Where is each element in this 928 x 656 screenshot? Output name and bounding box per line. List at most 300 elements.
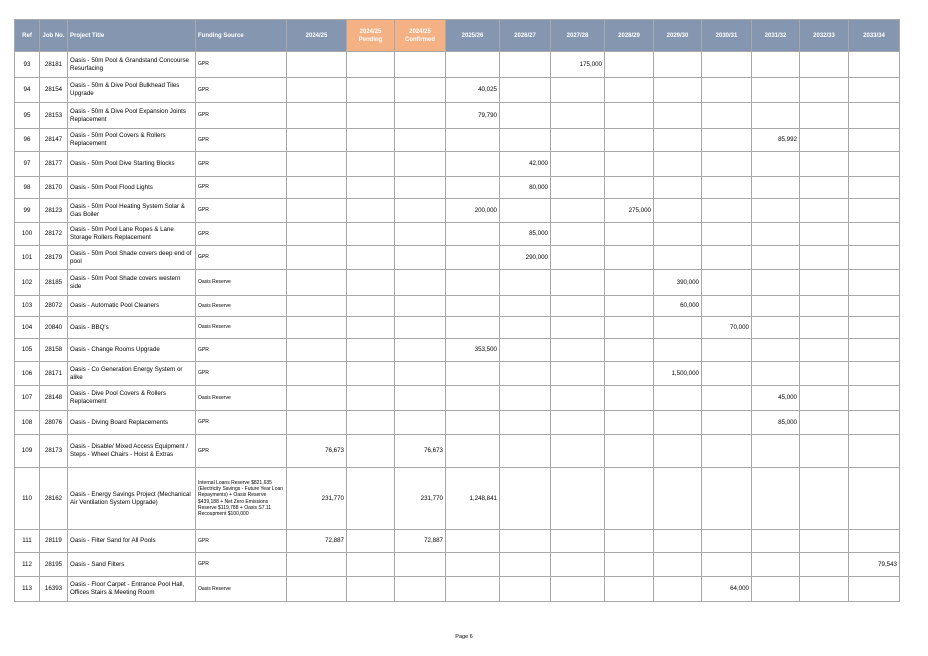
cell-ref: 98 — [15, 177, 40, 199]
header-2028-29: 2028/29 — [605, 20, 654, 52]
cell-amount — [287, 317, 347, 339]
cell-amount — [654, 103, 702, 129]
cell-project-title: Oasis - 50m Pool Lane Ropes & Lane Storage Rollers Replacement — [68, 223, 196, 246]
table-row — [15, 317, 900, 339]
cell-amount — [752, 468, 800, 530]
cell-amount — [446, 223, 500, 246]
cell-amount: 1,500,000 — [654, 362, 702, 386]
cell-amount — [395, 103, 446, 129]
cell-amount — [800, 270, 849, 296]
cell-project-title: Oasis - Floor Carpet - Entrance Pool Hall, Offices Stairs & Meeting Room — [68, 577, 196, 602]
cell-amount — [800, 386, 849, 411]
cell-amount — [654, 577, 702, 602]
cell-amount — [849, 152, 900, 177]
cell-amount — [702, 152, 752, 177]
cell-amount: 42,000 — [500, 152, 551, 177]
cell-amount — [500, 52, 551, 78]
cell-amount — [347, 199, 395, 223]
table-row — [15, 530, 900, 553]
cell-amount — [849, 530, 900, 553]
table-row — [15, 468, 900, 530]
cell-amount — [551, 270, 605, 296]
cell-funding-source: GPR — [196, 553, 287, 577]
cell-amount — [702, 339, 752, 362]
cell-amount — [347, 103, 395, 129]
cell-amount — [551, 199, 605, 223]
cell-amount: 290,000 — [500, 246, 551, 270]
cell-ref: 109 — [15, 435, 40, 468]
table-row — [15, 553, 900, 577]
cell-amount — [395, 411, 446, 435]
header-funding-source: Funding Source — [196, 20, 287, 52]
cell-amount — [800, 577, 849, 602]
cell-amount — [654, 317, 702, 339]
cell-funding-source: GPR — [196, 177, 287, 199]
cell-job-no: 20840 — [40, 317, 68, 339]
cell-amount: 60,000 — [654, 296, 702, 317]
cell-funding-source: GPR — [196, 103, 287, 129]
cell-amount — [800, 152, 849, 177]
cell-amount — [605, 246, 654, 270]
cell-project-title: Oasis - Diving Board Replacements — [68, 411, 196, 435]
cell-ref: 110 — [15, 468, 40, 530]
cell-funding-source: GPR — [196, 129, 287, 152]
cell-amount — [702, 386, 752, 411]
cell-project-title: Oasis - Disable/ Mixed Access Equipment / Steps - Wheel Chairs - Hoist & Extras — [68, 435, 196, 468]
cell-amount — [654, 435, 702, 468]
cell-amount — [446, 129, 500, 152]
cell-amount — [654, 246, 702, 270]
cell-amount — [849, 246, 900, 270]
cell-amount — [551, 317, 605, 339]
cell-amount — [849, 177, 900, 199]
cell-amount — [752, 52, 800, 78]
cell-amount — [395, 199, 446, 223]
cell-project-title: Oasis - 50m Pool Covers & Rollers Replacement — [68, 129, 196, 152]
cell-amount — [752, 577, 800, 602]
cell-amount — [752, 362, 800, 386]
cell-amount — [347, 317, 395, 339]
cell-amount — [287, 223, 347, 246]
capital-works-table — [14, 19, 900, 602]
cell-amount — [800, 177, 849, 199]
cell-amount — [446, 317, 500, 339]
cell-amount — [605, 223, 654, 246]
cell-amount — [654, 52, 702, 78]
cell-amount — [605, 339, 654, 362]
cell-amount — [605, 411, 654, 435]
cell-amount — [605, 386, 654, 411]
cell-amount — [551, 468, 605, 530]
table-row — [15, 223, 900, 246]
cell-amount — [800, 223, 849, 246]
cell-amount — [800, 246, 849, 270]
cell-amount — [347, 435, 395, 468]
cell-amount: 72,887 — [395, 530, 446, 553]
page-number: Page 6 — [455, 634, 473, 640]
cell-amount — [347, 468, 395, 530]
cell-amount — [702, 411, 752, 435]
cell-amount — [752, 553, 800, 577]
cell-funding-source: Oasis Reserve — [196, 270, 287, 296]
cell-job-no: 28181 — [40, 52, 68, 78]
cell-amount — [395, 362, 446, 386]
cell-amount — [347, 270, 395, 296]
cell-amount — [551, 435, 605, 468]
cell-funding-source: Oasis Reserve — [196, 386, 287, 411]
cell-ref: 97 — [15, 152, 40, 177]
cell-amount — [605, 52, 654, 78]
cell-project-title: Oasis - Change Rooms Upgrade — [68, 339, 196, 362]
cell-amount — [849, 362, 900, 386]
cell-amount: 85,000 — [500, 223, 551, 246]
cell-job-no: 28158 — [40, 339, 68, 362]
cell-amount — [654, 386, 702, 411]
cell-amount — [654, 78, 702, 103]
cell-ref: 99 — [15, 199, 40, 223]
cell-amount: 200,000 — [446, 199, 500, 223]
cell-funding-source: GPR — [196, 435, 287, 468]
cell-job-no: 28177 — [40, 152, 68, 177]
cell-ref: 104 — [15, 317, 40, 339]
cell-amount — [446, 577, 500, 602]
cell-amount — [752, 223, 800, 246]
cell-ref: 107 — [15, 386, 40, 411]
cell-amount — [605, 553, 654, 577]
cell-amount: 45,000 — [752, 386, 800, 411]
cell-amount — [551, 411, 605, 435]
cell-amount — [446, 553, 500, 577]
cell-amount — [702, 270, 752, 296]
table-row — [15, 339, 900, 362]
cell-amount — [287, 386, 347, 411]
header-ref: Ref — [15, 20, 40, 52]
cell-amount — [500, 468, 551, 530]
cell-amount: 40,025 — [446, 78, 500, 103]
cell-amount — [849, 296, 900, 317]
cell-amount — [551, 103, 605, 129]
cell-amount — [500, 103, 551, 129]
header-2030-31: 2030/31 — [702, 20, 752, 52]
cell-amount — [500, 296, 551, 317]
cell-amount — [287, 296, 347, 317]
cell-amount — [347, 530, 395, 553]
header-row — [15, 20, 900, 52]
cell-ref: 100 — [15, 223, 40, 246]
cell-ref: 105 — [15, 339, 40, 362]
table-row — [15, 386, 900, 411]
header-job-no: Job No. — [40, 20, 68, 52]
cell-amount — [752, 435, 800, 468]
cell-amount — [849, 103, 900, 129]
cell-funding-source: GPR — [196, 152, 287, 177]
cell-amount — [605, 270, 654, 296]
cell-amount — [800, 530, 849, 553]
header-2024-25: 2024/25 — [287, 20, 347, 52]
cell-amount — [551, 362, 605, 386]
cell-amount — [551, 78, 605, 103]
cell-amount — [849, 386, 900, 411]
cell-amount — [800, 296, 849, 317]
cell-amount: 353,500 — [446, 339, 500, 362]
cell-project-title: Oasis - 50m & Dive Pool Bulkhead Tiles Upgrade — [68, 78, 196, 103]
table-row — [15, 129, 900, 152]
cell-ref: 95 — [15, 103, 40, 129]
cell-funding-source: GPR — [196, 78, 287, 103]
cell-amount — [347, 52, 395, 78]
cell-amount — [800, 553, 849, 577]
cell-amount — [395, 223, 446, 246]
table-row — [15, 435, 900, 468]
cell-amount — [605, 530, 654, 553]
cell-amount — [395, 386, 446, 411]
cell-amount — [347, 177, 395, 199]
cell-job-no: 28162 — [40, 468, 68, 530]
cell-project-title: Oasis - 50m & Dive Pool Expansion Joints Replacement — [68, 103, 196, 129]
cell-amount — [605, 468, 654, 530]
cell-job-no: 28179 — [40, 246, 68, 270]
cell-amount: 85,992 — [752, 129, 800, 152]
cell-ref: 113 — [15, 577, 40, 602]
cell-project-title: Oasis - 50m Pool & Grandstand Concourse Resurfacing — [68, 52, 196, 78]
cell-amount — [752, 530, 800, 553]
cell-amount — [800, 468, 849, 530]
cell-amount — [800, 103, 849, 129]
cell-amount — [800, 435, 849, 468]
cell-amount — [395, 152, 446, 177]
cell-amount — [500, 317, 551, 339]
cell-amount — [849, 435, 900, 468]
cell-amount — [551, 177, 605, 199]
cell-amount — [446, 530, 500, 553]
cell-amount — [347, 362, 395, 386]
cell-funding-source: Oasis Reserve — [196, 296, 287, 317]
cell-amount — [395, 246, 446, 270]
cell-amount — [446, 435, 500, 468]
cell-funding-source: GPR — [196, 223, 287, 246]
cell-amount — [500, 435, 551, 468]
cell-amount — [287, 52, 347, 78]
cell-amount — [395, 78, 446, 103]
cell-job-no: 28172 — [40, 223, 68, 246]
cell-amount — [395, 577, 446, 602]
cell-ref: 101 — [15, 246, 40, 270]
cell-amount — [752, 177, 800, 199]
cell-amount — [347, 553, 395, 577]
cell-amount — [605, 78, 654, 103]
cell-ref: 94 — [15, 78, 40, 103]
header-project-title: Project Title — [68, 20, 196, 52]
cell-amount — [605, 296, 654, 317]
cell-amount — [287, 103, 347, 129]
cell-amount — [849, 129, 900, 152]
cell-project-title: Oasis - 50m Pool Heating System Solar & Gas Boiler — [68, 199, 196, 223]
cell-ref: 96 — [15, 129, 40, 152]
cell-job-no: 28076 — [40, 411, 68, 435]
cell-project-title: Oasis - BBQ's — [68, 317, 196, 339]
cell-amount — [500, 339, 551, 362]
cell-ref: 112 — [15, 553, 40, 577]
cell-amount — [551, 152, 605, 177]
cell-amount — [605, 129, 654, 152]
cell-amount — [500, 78, 551, 103]
cell-amount: 76,673 — [287, 435, 347, 468]
table-row — [15, 246, 900, 270]
cell-amount — [654, 553, 702, 577]
cell-amount — [395, 177, 446, 199]
cell-amount — [752, 339, 800, 362]
cell-amount: 231,770 — [287, 468, 347, 530]
cell-amount — [347, 129, 395, 152]
cell-amount — [605, 152, 654, 177]
cell-amount — [800, 78, 849, 103]
cell-funding-source: GPR — [196, 530, 287, 553]
cell-amount: 70,000 — [702, 317, 752, 339]
cell-amount: 79,543 — [849, 553, 900, 577]
cell-amount — [395, 52, 446, 78]
cell-amount — [702, 52, 752, 78]
cell-amount — [605, 103, 654, 129]
cell-funding-source: GPR — [196, 411, 287, 435]
header-2025-26: 2025/26 — [446, 20, 500, 52]
cell-amount — [702, 296, 752, 317]
cell-amount — [446, 386, 500, 411]
cell-amount — [551, 339, 605, 362]
cell-amount: 175,000 — [551, 52, 605, 78]
table-body — [15, 52, 900, 602]
cell-amount — [654, 468, 702, 530]
cell-amount — [605, 177, 654, 199]
cell-amount — [500, 411, 551, 435]
cell-amount — [395, 296, 446, 317]
cell-amount — [800, 362, 849, 386]
cell-amount — [395, 129, 446, 152]
cell-project-title: Oasis - 50m Pool Shade covers deep end of pool — [68, 246, 196, 270]
cell-amount — [500, 386, 551, 411]
cell-amount — [551, 129, 605, 152]
cell-amount — [446, 362, 500, 386]
table-row — [15, 152, 900, 177]
cell-job-no: 28148 — [40, 386, 68, 411]
cell-ref: 106 — [15, 362, 40, 386]
cell-amount — [800, 129, 849, 152]
cell-job-no: 16393 — [40, 577, 68, 602]
table-row — [15, 103, 900, 129]
cell-amount — [287, 129, 347, 152]
cell-amount — [654, 199, 702, 223]
table-header — [15, 20, 900, 52]
cell-amount — [702, 223, 752, 246]
cell-amount — [702, 362, 752, 386]
cell-amount: 275,000 — [605, 199, 654, 223]
cell-amount: 85,000 — [752, 411, 800, 435]
table-row — [15, 78, 900, 103]
cell-amount — [654, 530, 702, 553]
cell-amount — [702, 468, 752, 530]
cell-amount — [702, 103, 752, 129]
cell-amount — [395, 270, 446, 296]
cell-funding-source: GPR — [196, 339, 287, 362]
cell-amount — [849, 52, 900, 78]
cell-amount — [551, 530, 605, 553]
cell-job-no: 28185 — [40, 270, 68, 296]
cell-amount — [446, 152, 500, 177]
cell-amount — [551, 246, 605, 270]
header-2033-34: 2033/34 — [849, 20, 900, 52]
cell-amount — [702, 435, 752, 468]
cell-amount — [752, 78, 800, 103]
cell-amount — [849, 411, 900, 435]
cell-project-title: Oasis - 50m Pool Shade covers western side — [68, 270, 196, 296]
cell-amount — [654, 339, 702, 362]
cell-funding-source: Oasis Reserve — [196, 317, 287, 339]
cell-amount — [347, 78, 395, 103]
cell-ref: 103 — [15, 296, 40, 317]
cell-amount — [500, 270, 551, 296]
cell-amount — [395, 339, 446, 362]
cell-amount — [849, 317, 900, 339]
cell-amount — [287, 411, 347, 435]
cell-amount — [287, 339, 347, 362]
table-row — [15, 52, 900, 78]
cell-ref: 108 — [15, 411, 40, 435]
cell-amount — [287, 577, 347, 602]
cell-amount: 72,887 — [287, 530, 347, 553]
header-2031-32: 2031/32 — [752, 20, 800, 52]
cell-funding-source: GPR — [196, 52, 287, 78]
cell-amount — [551, 386, 605, 411]
cell-amount — [446, 177, 500, 199]
cell-amount: 76,673 — [395, 435, 446, 468]
cell-amount — [702, 530, 752, 553]
cell-amount: 1,248,841 — [446, 468, 500, 530]
cell-job-no: 28153 — [40, 103, 68, 129]
table-row — [15, 296, 900, 317]
cell-project-title: Oasis - Co Generation Energy System or alike — [68, 362, 196, 386]
cell-amount — [287, 270, 347, 296]
cell-amount: 231,770 — [395, 468, 446, 530]
cell-amount — [347, 411, 395, 435]
cell-amount — [654, 152, 702, 177]
cell-amount — [347, 386, 395, 411]
cell-amount — [752, 296, 800, 317]
cell-amount — [702, 246, 752, 270]
cell-amount — [702, 177, 752, 199]
cell-job-no: 28147 — [40, 129, 68, 152]
cell-amount — [446, 296, 500, 317]
cell-job-no: 28123 — [40, 199, 68, 223]
cell-amount — [347, 152, 395, 177]
cell-amount — [347, 296, 395, 317]
cell-amount — [800, 411, 849, 435]
cell-amount — [287, 177, 347, 199]
header-2032-33: 2032/33 — [800, 20, 849, 52]
cell-funding-source: GPR — [196, 362, 287, 386]
table-row — [15, 362, 900, 386]
cell-amount — [500, 530, 551, 553]
cell-job-no: 28072 — [40, 296, 68, 317]
cell-amount: 80,000 — [500, 177, 551, 199]
cell-funding-source: Internal Loans Reserve $821,635 (Electricity Savings - Future Year Loan Repayments) + Oasis Reserve $439,188 + Net Zero Emissions Reserve $119,788 + Oasis S7.11 Recoupment $100,000 — [196, 468, 287, 530]
cell-project-title: Oasis - 50m Pool Dive Starting Blocks — [68, 152, 196, 177]
cell-amount — [446, 246, 500, 270]
cell-amount — [800, 339, 849, 362]
cell-amount — [849, 577, 900, 602]
cell-amount — [849, 199, 900, 223]
cell-amount — [849, 78, 900, 103]
cell-amount — [287, 78, 347, 103]
cell-amount — [551, 223, 605, 246]
